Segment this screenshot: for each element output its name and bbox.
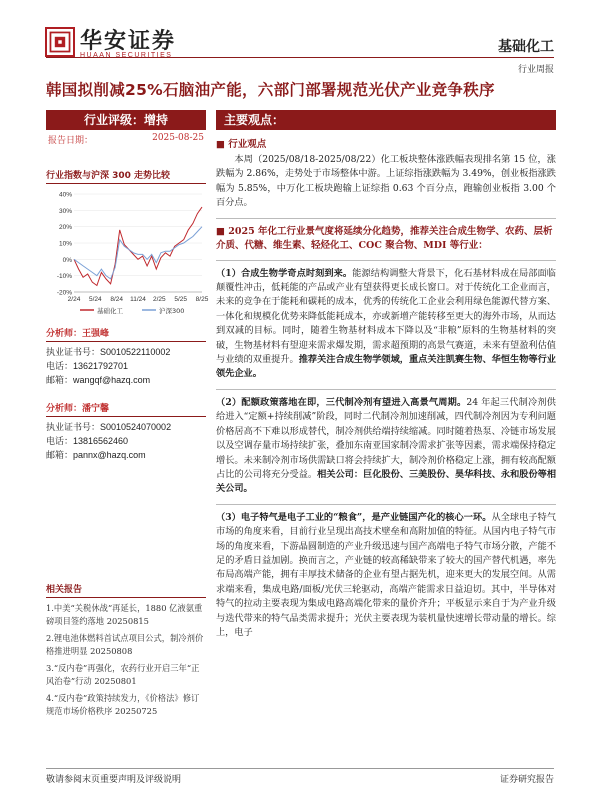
analyst-cert: 执业证书号：S0010522110002 <box>46 347 171 357</box>
outlook-heading: ■ 2025 年化工行业景气度将延续分化趋势，推荐关注合成生物学、农药、层析介质、代糖、维生素、轻烃化工、COC 聚合物、MDI 等行业： <box>216 218 556 253</box>
chart-title: 行业指数与沪深 300 走势比较 <box>46 168 206 184</box>
chart-x-tick-label: 5/24 <box>89 296 102 303</box>
point-1-lead: （1）合成生物学奇点时刻到来。 <box>216 267 353 279</box>
chart-x-tick-label: 2/24 <box>67 296 81 303</box>
chart-x-tick-label: 8/24 <box>110 296 123 303</box>
related-reports <box>46 582 206 718</box>
related-reports-title: 相关报告 <box>46 582 206 598</box>
industry-rating: 行业评级：增持 <box>46 110 206 130</box>
industry-view-text: 本周（2025/08/18-2025/08/22）化工板块整体涨跌幅表现排名第 15 位，涨跌幅为 2.86%，走势处于市场整体中游。上证综指涨跌幅为 3.49%，创业板指涨跌幅为 5.85%，中万化工板块跑输上证综指 0.63 个百分点，跑输创业板指 3.00 个百分点。 <box>216 154 556 209</box>
related-report-item[interactable]: 4.“反内卷”政策持续发力，《价格法》修订规范市场价格秩序 20250725 <box>46 693 200 716</box>
footer-label: 证券研究报告 <box>499 775 554 785</box>
chart-x-tick-label: 2/25 <box>153 296 166 303</box>
chart-legend-label: 基础化工 <box>97 307 123 315</box>
chart-y-tick-label: 30% <box>58 207 72 215</box>
point-1-recommendation: 推荐关注合成生物学领域，重点关注凯赛生物、华恒生物等行业领先企业。 <box>216 354 556 380</box>
page-header <box>0 0 600 75</box>
analyst-phone: 电话：13816562460 <box>46 436 129 446</box>
point-3-lead: （3）电子特气是电子工业的“粮食”，是产业链国产化的核心一环。 <box>216 511 492 523</box>
chart-y-tick-label: 10% <box>58 240 72 248</box>
chart-x-tick-label: 5/25 <box>174 296 187 303</box>
industry-view-heading: ■ 行业观点 <box>216 139 267 150</box>
analyst-name: 分析师：潘宁馨 <box>46 401 206 417</box>
related-report-item[interactable]: 3.“反内卷”再强化，农药行业开启三年“正风治卷”行动 20250801 <box>46 663 200 686</box>
chart-legend-label: 沪深300 <box>159 307 185 315</box>
chart-y-tick-label: 0% <box>62 256 72 264</box>
report-date-value: 2025-08-25 <box>152 133 204 143</box>
analyst-email[interactable]: 邮箱：wangqf@hazq.com <box>46 375 151 385</box>
point-3 <box>216 504 556 641</box>
brand-subtitle: HUAAN SECURITIES <box>80 52 173 59</box>
footer-divider <box>46 768 554 769</box>
analyst-cert: 执业证书号：S0010524070002 <box>46 422 172 432</box>
chart-x-tick-label: 8/25 <box>195 296 209 303</box>
header-divider <box>46 57 554 58</box>
chart-series-line <box>74 227 202 279</box>
left-sidebar <box>46 110 209 718</box>
point-1-text: 能源结构调整大背景下，化石基材料成在局部面临颠覆性冲击，低耗能的产品或产业有望获得更长成长窗口。对于传统化工企业而言，未来的竞争在于能耗和碳耗的成本，优秀的传统化工企业会利用绿色能源代替方案、一体化和规模化优势来降低能耗成本，亦或新增产能转移至更大的海外市场，从而达到双减的目标。同时，随着生物基材料成本下降以及“非粮”原料的生物基材料的突破，生物基材料有望迎来需求爆发期，需求超预期的高景气赛道，未来有望盈利估值与业绩的双重提升。 <box>216 267 556 366</box>
brand-name: 华安证券 <box>80 29 177 54</box>
point-2-lead: （2）配额政策落地在即，三代制冷剂有望进入高景气周期。 <box>216 396 467 408</box>
point-2-text: 24 年起三代制冷剂供给进入“定额+持续削减”阶段，同时二代制冷剂加速削减，四代制冷剂因为专利问题价格居高不下难以形成替代，制冷剂供给端持续缩减。同时随着热泵、冷链市场发展以及空调存量市场持续扩张，叠加东南亚国家制冷需求扩张等因素，需求端保持稳定增长。未来制冷剂市场供需缺口将会持续扩大，制冷剂价格稳定上涨，拥有较高配额占比的公司将充分受益。 <box>216 396 556 480</box>
analyst-phone: 电话：13621792701 <box>46 361 129 371</box>
analyst-2 <box>46 401 206 462</box>
report-date <box>46 133 206 146</box>
footer-disclaimer[interactable]: 敬请参阅末页重要声明及评级说明 <box>46 775 182 785</box>
chart-y-tick-label: -10% <box>56 273 72 281</box>
chart-series-line <box>74 207 202 285</box>
point-1 <box>216 260 556 382</box>
chart-y-tick-label: 20% <box>58 224 72 232</box>
industry-label: 基础化工 <box>498 39 554 55</box>
main-content <box>216 110 556 640</box>
chart-y-tick-label: 40% <box>58 191 72 199</box>
analyst-1 <box>46 326 206 387</box>
report-type: 行业周报 <box>517 65 554 75</box>
chart-x-tick-label: 11/24 <box>130 296 146 303</box>
point-2 <box>216 389 556 497</box>
report-title: 韩国拟削减25%石脑油产能，六部门部署规范光伏产业竞争秩序 <box>46 81 495 99</box>
chart-svg <box>46 188 209 316</box>
analyst-name: 分析师：王强峰 <box>46 326 206 342</box>
index-comparison-chart <box>46 188 209 316</box>
related-report-item[interactable]: 1.中美“关税休战”再延长，1880 亿液氨重磅项目签约落地 20250815 <box>46 603 203 626</box>
main-views-header: 主要观点： <box>216 110 556 130</box>
analyst-email[interactable]: 邮箱：pannx@hazq.com <box>46 450 146 460</box>
huaan-logo-icon <box>45 27 75 57</box>
report-date-label: 报告日期： <box>48 136 94 146</box>
chart-y-tick-label: -20% <box>56 289 72 297</box>
point-2-companies: 相关公司：巨化股份、三美股份、昊华科技、永和股份等相关公司。 <box>216 468 557 495</box>
related-report-item[interactable]: 2.锂电池体燃料首试点项目公式，制冷剂价格推进明显 20250808 <box>46 633 204 656</box>
point-3-text: 从全球电子特气市场的角度来看，目前行业呈现出高技术壁垒和高附加值的特征。从国内电子特气市场的角度来看，下游晶圆制造的产业升级迅速与国产高端电子特气市场分散，产能不足的矛盾日益加剧。换而言之，产业链的较高稀缺带来了较大的国产替代机遇，率先布局高端产能，拥有丰厚技术储备的企业有望占据先机，迎来更大的发展空间。从需求端来看，集成电路/面板/光伏三轮驱动，高端产能需求日益迫切。其中，半导体对特气的拉动主要表现为集成电路高端化带来的量价齐升；平板显示来自于为产业升级与迭代带来的特气品类需求提升；光伏主要表现为装机量快速增长带动量的增长。综上，电子 <box>216 511 557 638</box>
